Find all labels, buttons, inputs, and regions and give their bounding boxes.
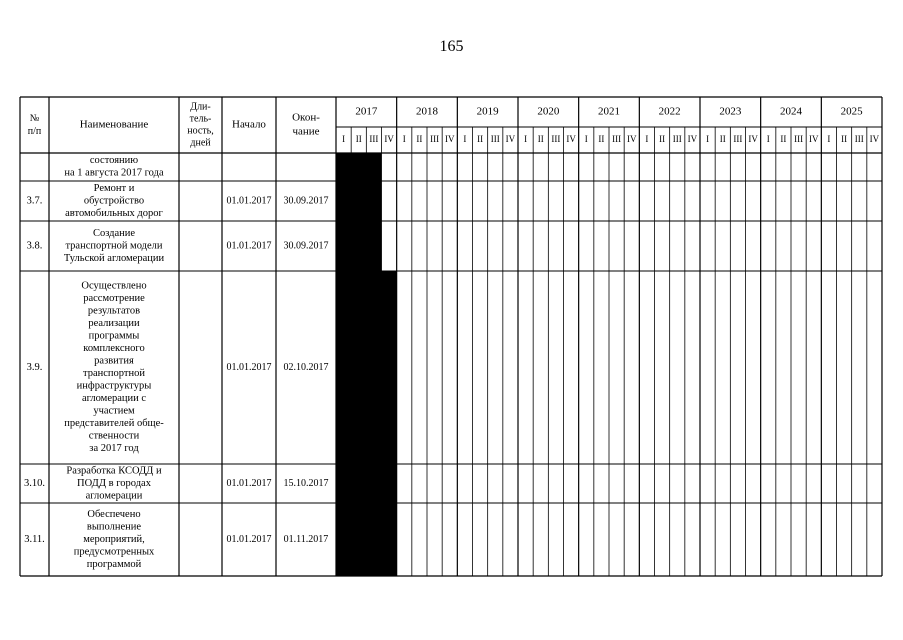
quarter-label: II [659,134,666,145]
row-name: агломерации [85,490,143,502]
row-name: Разработка КСОДД и [66,465,162,477]
header-end: чание [292,125,320,138]
quarter-label: I [827,134,831,145]
quarter-label: IV [445,134,455,145]
year-label: 2020 [537,105,560,118]
quarter-label: IV [809,134,819,145]
quarter-label: IV [687,134,698,145]
row-name: транспортной модели [65,240,163,252]
quarter-label: IV [384,134,394,145]
quarter-label: II [780,134,787,145]
row-start-date: 01.01.2017 [226,477,272,489]
quarter-label: I [584,134,588,145]
quarter-label: III [369,134,379,145]
row-end-date: 15.10.2017 [283,477,329,489]
gantt-bar [336,181,382,221]
gantt-bar [336,153,382,181]
row-name: рассмотрение [83,293,145,305]
row-name: на 1 августа 2017 года [64,167,164,179]
quarter-label: II [477,134,484,145]
quarter-label: III [794,134,804,145]
year-label: 2018 [416,105,438,118]
row-name: Осуществлено [81,280,147,292]
row-number: 3.10. [24,477,45,489]
quarter-label: III [854,134,864,145]
quarter-label: I [402,134,406,145]
row-name: предусмотренных [73,546,155,558]
quarter-label: II [355,134,362,145]
quarter-label: IV [627,134,637,145]
row-name: Обеспечено [87,508,141,520]
header-num: п/п [27,125,42,137]
quarter-label: III [612,134,622,145]
quarter-label: III [490,134,500,145]
row-name: ственности [88,430,140,442]
row-name: за 2017 год [89,443,139,455]
row-start-date: 01.01.2017 [226,361,272,373]
quarter-label: I [766,134,770,145]
quarter-label: I [463,134,467,145]
row-name: программой [86,558,142,570]
quarter-label: I [706,134,710,145]
year-label: 2023 [719,105,742,118]
row-name: инфраструктуры [76,380,152,392]
row-name: выполнение [86,521,142,533]
header-num: № [29,112,40,124]
header-duration: ность, [187,125,214,137]
header-duration: Дли- [190,101,211,113]
row-end-date: 30.09.2017 [283,195,329,207]
row-name: развития [94,355,134,367]
row-name: комплексного [83,343,145,355]
year-label: 2017 [355,105,378,118]
row-name: участием [93,405,135,417]
quarter-label: I [645,134,649,145]
quarter-label: IV [505,134,516,145]
row-end-date: 01.11.2017 [283,533,329,545]
year-label: 2019 [476,105,499,118]
row-number: 3.7. [26,195,43,207]
header-name: Наименование [79,118,149,131]
row-name: агломерации с [81,393,147,405]
quarter-label: II [598,134,605,145]
row-number: 3.9. [26,361,43,373]
row-number: 3.8. [26,240,43,252]
header-start: Начало [232,118,266,131]
year-label: 2022 [658,105,681,118]
row-name: Ремонт и [93,182,135,194]
row-end-date: 02.10.2017 [283,361,329,373]
row-name: программы [88,330,140,342]
year-label: 2024 [780,105,802,118]
quarter-label: II [416,134,423,145]
quarter-label: III [551,134,561,145]
row-name: результатов [87,305,141,317]
year-label: 2021 [598,105,620,118]
row-name: ПОДД в городах [77,477,151,489]
header-duration: дней [190,137,211,149]
quarter-label: IV [869,134,880,145]
quarter-label: III [733,134,743,145]
page-number: 165 [439,38,464,55]
quarter-label: II [719,134,726,145]
row-name: Создание [92,227,136,239]
row-name: транспортной [83,368,145,380]
row-end-date: 30.09.2017 [283,240,329,252]
quarter-label: III [672,134,682,145]
quarter-label: II [841,134,848,145]
header-end: Окон- [292,111,320,124]
row-start-date: 01.01.2017 [226,533,272,545]
row-name: Тульской агломерации [63,252,165,264]
quarter-label: I [524,134,528,145]
row-name: представителей обще- [64,418,164,430]
row-name: автомобильных дорог [65,207,163,219]
row-name: мероприятий, [83,533,145,545]
row-start-date: 01.01.2017 [226,240,272,252]
quarter-label: IV [748,134,758,145]
row-start-date: 01.01.2017 [226,195,272,207]
row-name: состоянию [89,155,139,167]
row-name: обустройство [83,195,145,207]
quarter-label: I [342,134,346,145]
header-duration: тель- [189,113,212,125]
gantt-bar [336,221,382,271]
row-name: реализации [88,318,140,330]
year-label: 2025 [840,105,863,118]
quarter-label: III [430,134,440,145]
row-number: 3.11. [24,533,45,545]
quarter-label: IV [566,134,576,145]
quarter-label: II [537,134,544,145]
